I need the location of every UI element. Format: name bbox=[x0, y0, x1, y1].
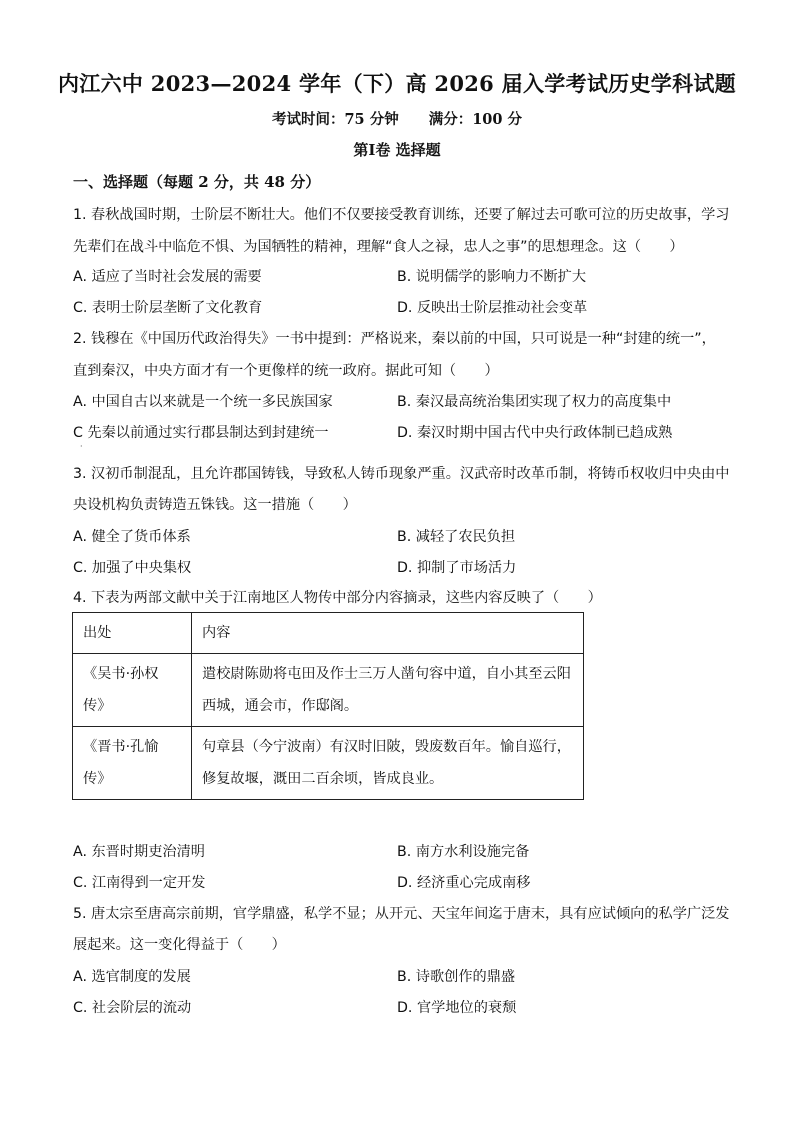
question-5-line-1: 5. 唐太宗至唐高宗前期，官学鼎盛，私学不显；从开元、天宝年间迄于唐末，具有应试倾向的私学广泛发 bbox=[73, 906, 730, 922]
question-2-option-c: C 先秦以前通过实行郡县制达到封建统一 bbox=[73, 425, 329, 441]
content-line: 遣校尉陈勋将屯田及作士三万人凿句容中道，自小其至云阳 bbox=[202, 666, 571, 682]
table-row bbox=[73, 654, 584, 727]
source-table bbox=[72, 612, 584, 800]
table-cell-content bbox=[192, 727, 584, 800]
table-cell-source bbox=[73, 727, 192, 800]
table-header-content: 内容 bbox=[192, 613, 584, 654]
content-line: 句章县（今宁波南）有汉时旧陂，毁废数百年。愉自巡行， bbox=[202, 739, 571, 755]
table-header-source: 出处 bbox=[73, 613, 192, 654]
source-line: 《晋书·孔愉 bbox=[83, 739, 159, 755]
question-1-option-a: A. 适应了当时社会发展的需要 bbox=[73, 269, 262, 285]
exam-time: 考试时间：75 分钟 bbox=[271, 111, 399, 128]
table-header-row bbox=[73, 613, 584, 654]
source-line: 《吴书·孙权 bbox=[83, 666, 159, 682]
question-1-option-c: C. 表明士阶层垄断了文化教育 bbox=[73, 300, 263, 316]
source-line: 传》 bbox=[83, 771, 112, 787]
source-line: 传》 bbox=[83, 698, 112, 714]
stray-mark: · bbox=[80, 442, 83, 451]
question-2-line-2: 直到秦汉，中央方面才有一个更像样的统一政府。据此可知（ ） bbox=[73, 363, 499, 379]
exam-meta bbox=[0, 108, 794, 129]
question-3-line-2: 央设机构负责铸造五铢钱。这一措施（ ） bbox=[73, 497, 357, 513]
question-3-option-b: B. 减轻了农民负担 bbox=[397, 529, 516, 545]
question-4-line-1: 4. 下表为两部文献中关于江南地区人物传中部分内容摘录，这些内容反映了（ ） bbox=[73, 590, 602, 606]
question-4-option-d: D. 经济重心完成南移 bbox=[397, 875, 531, 891]
question-1-option-d: D. 反映出士阶层推动社会变革 bbox=[397, 300, 588, 316]
question-1-option-b: B. 说明儒学的影响力不断扩大 bbox=[397, 269, 587, 285]
question-5-option-b: B. 诗歌创作的鼎盛 bbox=[397, 969, 516, 985]
question-5-line-2: 展起来。这一变化得益于（ ） bbox=[73, 937, 286, 953]
section-title: 第Ⅰ卷 选择题 bbox=[353, 141, 441, 159]
table-cell-content bbox=[192, 654, 584, 727]
question-2-option-d: D. 秦汉时期中国古代中央行政体制已趋成熟 bbox=[397, 425, 673, 441]
question-3-option-c: C. 加强了中央集权 bbox=[73, 560, 192, 576]
exam-title: 内江六中 2023—2024 学年（下）高 2026 届入学考试历史学科试题 bbox=[58, 71, 736, 96]
question-5-option-d: D. 官学地位的衰颓 bbox=[397, 1000, 517, 1016]
part-heading: 一、选择题（每题 2 分，共 48 分） bbox=[73, 173, 321, 191]
question-3-option-d: D. 抑制了市场活力 bbox=[397, 560, 517, 576]
question-5-option-a: A. 选官制度的发展 bbox=[73, 969, 191, 985]
question-2-line-1: 2. 钱穆在《中国历代政治得失》一书中提到：严格说来，秦以前的中国，只可说是一种“封建的统一”， bbox=[73, 331, 716, 347]
table-cell-source bbox=[73, 654, 192, 727]
question-5-option-c: C. 社会阶层的流动 bbox=[73, 1000, 192, 1016]
question-3-line-1: 3. 汉初币制混乱，且允许郡国铸钱，导致私人铸币现象严重。汉武帝时改革币制，将铸币权收归中央由中 bbox=[73, 466, 730, 482]
question-4-option-a: A. 东晋时期吏治清明 bbox=[73, 844, 205, 860]
question-1-line-2: 先辈们在战斗中临危不惧、为国牺牲的精神，理解“食人之禄，忠人之事”的思想理念。这（ ） bbox=[73, 239, 684, 255]
question-1-line-1: 1. 春秋战国时期，士阶层不断壮大。他们不仅要接受教育训练，还要了解过去可歌可泣的历史故事，学习 bbox=[73, 207, 730, 223]
question-4-option-b: B. 南方水利设施完备 bbox=[397, 844, 530, 860]
question-4-option-c: C. 江南得到一定开发 bbox=[73, 875, 206, 891]
question-3-option-a: A. 健全了货币体系 bbox=[73, 529, 191, 545]
exam-score: 满分：100 分 bbox=[428, 111, 523, 128]
content-line: 西城，通会市，作邸阁。 bbox=[202, 698, 359, 714]
table-row bbox=[73, 727, 584, 800]
question-2-option-b: B. 秦汉最高统治集团实现了权力的高度集中 bbox=[397, 394, 672, 410]
content-line: 修复故堰，溉田二百余顷，皆成良业。 bbox=[202, 771, 444, 787]
question-2-option-a: A. 中国自古以来就是一个统一多民族国家 bbox=[73, 394, 333, 410]
